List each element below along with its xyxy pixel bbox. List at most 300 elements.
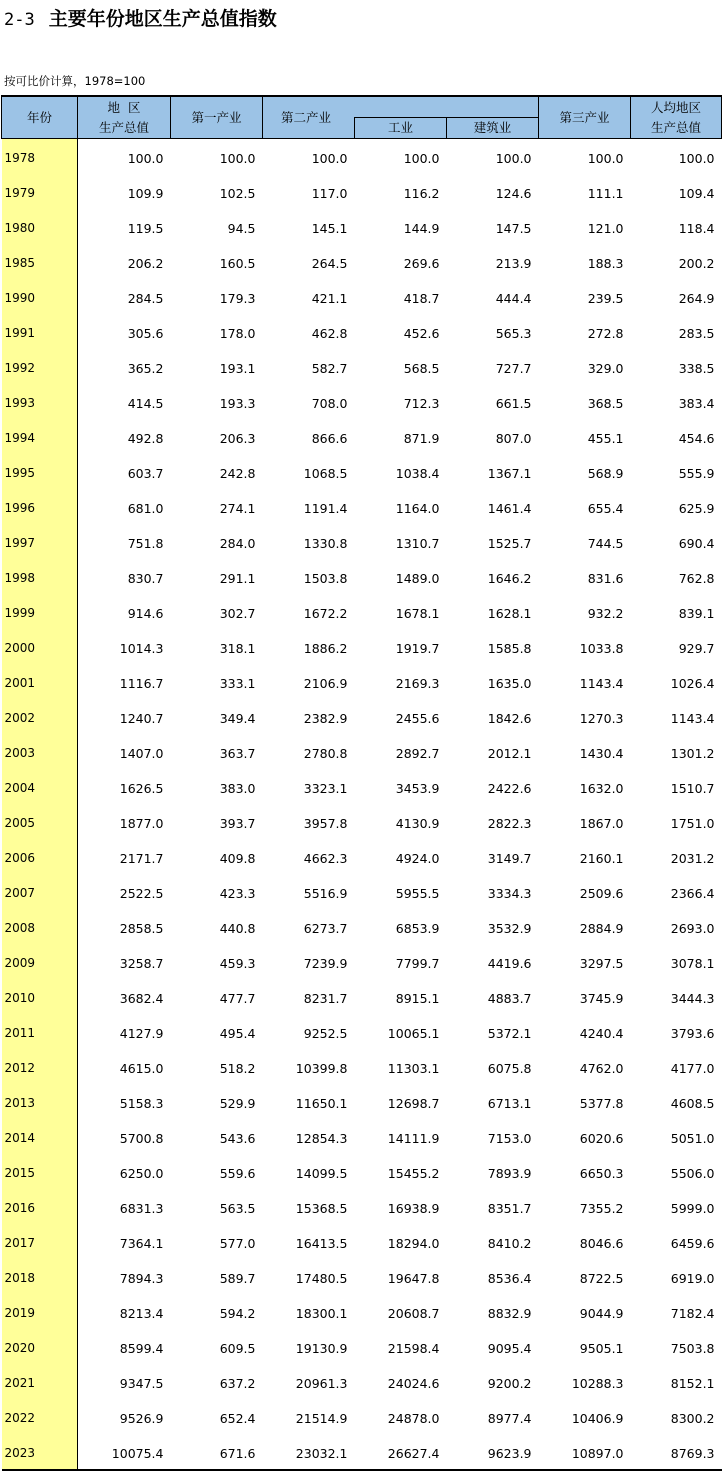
cell-secondary: 21514.9 bbox=[295, 1410, 348, 1426]
table-row bbox=[2, 1084, 722, 1119]
cell-tertiary: 100.0 bbox=[587, 150, 624, 166]
cell-secondary: 6273.7 bbox=[303, 920, 348, 936]
cell-secondary: 1191.4 bbox=[303, 500, 348, 516]
cell-secondary: 1068.5 bbox=[303, 465, 348, 481]
cell-tertiary: 2160.1 bbox=[579, 850, 624, 866]
cell-construction: 8536.4 bbox=[487, 1270, 532, 1286]
cell-year: 2007 bbox=[2, 874, 78, 909]
cell-year: 2012 bbox=[2, 1049, 78, 1084]
cell-gdp: 3258.7 bbox=[119, 955, 164, 971]
cell-industry: 4130.9 bbox=[395, 815, 440, 831]
cell-year: 2018 bbox=[2, 1259, 78, 1294]
cell-per-capita: 8769.3 bbox=[631, 1434, 722, 1470]
data-table-container bbox=[1, 95, 721, 1471]
cell-year: 2004 bbox=[2, 769, 78, 804]
cell-construction: 4883.7 bbox=[487, 990, 532, 1006]
cell-gdp: 100.0 bbox=[127, 150, 164, 166]
cell-secondary: 708.0 bbox=[311, 395, 348, 411]
cell-tertiary: 932.2 bbox=[587, 605, 624, 621]
cell-tertiary: 111.1 bbox=[587, 185, 624, 201]
cell-secondary: 10399.8 bbox=[295, 1060, 348, 1076]
cell-industry: 18294.0 bbox=[387, 1235, 440, 1251]
cell-construction: 2422.6 bbox=[487, 780, 532, 796]
cell-primary: 318.1 bbox=[219, 640, 256, 656]
cell-primary: 302.7 bbox=[219, 605, 256, 621]
table-row bbox=[2, 699, 722, 734]
cell-per-capita: 6459.6 bbox=[670, 1235, 715, 1251]
cell-year: 2006 bbox=[2, 839, 78, 874]
header-gdp bbox=[78, 96, 171, 139]
cell-construction: 9623.9 bbox=[447, 1434, 539, 1470]
cell-industry: 14111.9 bbox=[387, 1130, 440, 1146]
table-row bbox=[2, 384, 722, 419]
cell-construction: 3149.7 bbox=[487, 850, 532, 866]
cell-per-capita: 2031.2 bbox=[670, 850, 715, 866]
cell-secondary: 12854.3 bbox=[295, 1130, 348, 1146]
cell-gdp: 1116.7 bbox=[119, 675, 164, 691]
header-gdp-line1: 地 区 bbox=[107, 99, 141, 115]
cell-primary: 559.6 bbox=[219, 1165, 256, 1181]
cell-primary: 409.8 bbox=[219, 850, 256, 866]
table-row bbox=[2, 419, 722, 454]
cell-year: 1991 bbox=[2, 314, 78, 349]
cell-industry: 24024.6 bbox=[387, 1375, 440, 1391]
cell-construction: 4419.6 bbox=[487, 955, 532, 971]
cell-construction: 727.7 bbox=[495, 360, 532, 376]
cell-year: 2009 bbox=[2, 944, 78, 979]
cell-per-capita: 3444.3 bbox=[670, 990, 715, 1006]
cell-year: 2005 bbox=[2, 804, 78, 839]
cell-secondary: 264.5 bbox=[311, 255, 348, 271]
cell-year: 2023 bbox=[2, 1434, 78, 1470]
cell-per-capita: 8152.1 bbox=[670, 1375, 715, 1391]
table-row bbox=[2, 244, 722, 279]
cell-industry: 21598.4 bbox=[387, 1340, 440, 1356]
cell-secondary: 145.1 bbox=[311, 220, 348, 236]
cell-per-capita: 264.9 bbox=[678, 290, 715, 306]
cell-secondary: 1672.2 bbox=[303, 605, 348, 621]
cell-primary: 609.5 bbox=[219, 1340, 256, 1356]
cell-year: 2010 bbox=[2, 979, 78, 1014]
cell-construction: 8832.9 bbox=[487, 1305, 532, 1321]
cell-primary: 291.1 bbox=[219, 570, 256, 586]
cell-industry: 1310.7 bbox=[395, 535, 440, 551]
cell-year: 1992 bbox=[2, 349, 78, 384]
cell-gdp: 1877.0 bbox=[119, 815, 164, 831]
cell-gdp: 1407.0 bbox=[119, 745, 164, 761]
cell-industry: 16938.9 bbox=[387, 1200, 440, 1216]
cell-year: 2003 bbox=[2, 734, 78, 769]
table-row bbox=[2, 209, 722, 244]
cell-industry: 2892.7 bbox=[395, 745, 440, 761]
cell-tertiary: 2509.6 bbox=[579, 885, 624, 901]
header-gdp-line2: 生产总值 bbox=[98, 119, 149, 135]
cell-tertiary: 188.3 bbox=[587, 255, 624, 271]
table-row bbox=[2, 1154, 722, 1189]
table-row bbox=[2, 454, 722, 489]
cell-per-capita: 1143.4 bbox=[670, 710, 715, 726]
table-row bbox=[2, 349, 722, 384]
cell-primary: 459.3 bbox=[219, 955, 256, 971]
cell-industry: 3453.9 bbox=[395, 780, 440, 796]
cell-industry: 1038.4 bbox=[395, 465, 440, 481]
cell-tertiary: 329.0 bbox=[587, 360, 624, 376]
cell-gdp: 8599.4 bbox=[119, 1340, 164, 1356]
cell-primary: 333.1 bbox=[219, 675, 256, 691]
table-row bbox=[2, 1189, 722, 1224]
cell-industry: 116.2 bbox=[403, 185, 440, 201]
cell-secondary: 16413.5 bbox=[295, 1235, 348, 1251]
table-number: 2-3 bbox=[4, 10, 35, 30]
cell-tertiary: 8722.5 bbox=[579, 1270, 624, 1286]
cell-per-capita: 338.5 bbox=[678, 360, 715, 376]
cell-primary: 563.5 bbox=[219, 1200, 256, 1216]
header-construction: 建筑业 bbox=[447, 118, 539, 139]
cell-primary: 160.5 bbox=[219, 255, 256, 271]
cell-gdp: 414.5 bbox=[127, 395, 164, 411]
table-row bbox=[2, 279, 722, 314]
cell-construction: 2012.1 bbox=[487, 745, 532, 761]
cell-year: 1985 bbox=[2, 244, 78, 279]
cell-gdp: 2522.5 bbox=[119, 885, 164, 901]
cell-primary: 363.7 bbox=[219, 745, 256, 761]
cell-gdp: 2858.5 bbox=[119, 920, 164, 936]
cell-tertiary: 1270.3 bbox=[579, 710, 624, 726]
cell-secondary: 117.0 bbox=[311, 185, 348, 201]
cell-construction: 2822.3 bbox=[487, 815, 532, 831]
cell-tertiary: 239.5 bbox=[587, 290, 624, 306]
header-secondary: 第二产业 bbox=[263, 96, 355, 139]
table-row bbox=[2, 979, 722, 1014]
cell-tertiary: 5377.8 bbox=[579, 1095, 624, 1111]
cell-industry: 12698.7 bbox=[387, 1095, 440, 1111]
cell-year: 2001 bbox=[2, 664, 78, 699]
cell-primary: 594.2 bbox=[219, 1305, 256, 1321]
cell-year: 2017 bbox=[2, 1224, 78, 1259]
cell-primary: 637.2 bbox=[219, 1375, 256, 1391]
cell-industry: 19647.8 bbox=[387, 1270, 440, 1286]
cell-year: 1978 bbox=[2, 139, 78, 175]
cell-tertiary: 1632.0 bbox=[579, 780, 624, 796]
cell-construction: 5372.1 bbox=[487, 1025, 532, 1041]
cell-primary: 495.4 bbox=[219, 1025, 256, 1041]
header-percap-line1: 人均地区 bbox=[651, 99, 702, 115]
cell-year: 2015 bbox=[2, 1154, 78, 1189]
cell-industry: 11303.1 bbox=[387, 1060, 440, 1076]
cell-primary: 543.6 bbox=[219, 1130, 256, 1146]
cell-gdp: 4615.0 bbox=[119, 1060, 164, 1076]
table-row bbox=[2, 1329, 722, 1364]
cell-gdp: 6250.0 bbox=[119, 1165, 164, 1181]
cell-construction: 7893.9 bbox=[487, 1165, 532, 1181]
cell-tertiary: 455.1 bbox=[587, 430, 624, 446]
table-row bbox=[2, 314, 722, 349]
cell-industry: 24878.0 bbox=[387, 1410, 440, 1426]
table-row bbox=[2, 1119, 722, 1154]
cell-tertiary: 568.9 bbox=[587, 465, 624, 481]
cell-gdp: 914.6 bbox=[127, 605, 164, 621]
table-row bbox=[2, 769, 722, 804]
cell-per-capita: 1026.4 bbox=[670, 675, 715, 691]
cell-gdp: 6831.3 bbox=[119, 1200, 164, 1216]
cell-industry: 1489.0 bbox=[395, 570, 440, 586]
cell-year: 2020 bbox=[2, 1329, 78, 1364]
cell-tertiary: 121.0 bbox=[587, 220, 624, 236]
cell-secondary: 421.1 bbox=[311, 290, 348, 306]
cell-industry: 1164.0 bbox=[395, 500, 440, 516]
header-percap bbox=[631, 96, 722, 139]
cell-industry: 452.6 bbox=[403, 325, 440, 341]
table-row bbox=[2, 1364, 722, 1399]
cell-per-capita: 4608.5 bbox=[670, 1095, 715, 1111]
cell-industry: 20608.7 bbox=[387, 1305, 440, 1321]
cell-per-capita: 8300.2 bbox=[670, 1410, 715, 1426]
cell-per-capita: 2366.4 bbox=[670, 885, 715, 901]
cell-secondary: 5516.9 bbox=[303, 885, 348, 901]
cell-industry: 1919.7 bbox=[395, 640, 440, 656]
cell-secondary: 14099.5 bbox=[295, 1165, 348, 1181]
cell-primary: 423.3 bbox=[219, 885, 256, 901]
cell-year: 1999 bbox=[2, 594, 78, 629]
cell-year: 2022 bbox=[2, 1399, 78, 1434]
cell-per-capita: 118.4 bbox=[678, 220, 715, 236]
cell-primary: 577.0 bbox=[219, 1235, 256, 1251]
cell-construction: 807.0 bbox=[495, 430, 532, 446]
cell-construction: 3334.3 bbox=[487, 885, 532, 901]
cell-construction: 1585.8 bbox=[487, 640, 532, 656]
cell-construction: 3532.9 bbox=[487, 920, 532, 936]
table-title: 主要年份地区生产总值指数 bbox=[48, 8, 277, 30]
cell-tertiary: 6650.3 bbox=[579, 1165, 624, 1181]
cell-year: 1979 bbox=[2, 174, 78, 209]
cell-construction: 1525.7 bbox=[487, 535, 532, 551]
table-row bbox=[2, 874, 722, 909]
cell-per-capita: 1510.7 bbox=[670, 780, 715, 796]
cell-secondary: 8231.7 bbox=[303, 990, 348, 1006]
cell-industry: 871.9 bbox=[403, 430, 440, 446]
cell-year: 2021 bbox=[2, 1364, 78, 1399]
cell-gdp: 8213.4 bbox=[119, 1305, 164, 1321]
cell-per-capita: 839.1 bbox=[678, 605, 715, 621]
cell-gdp: 365.2 bbox=[127, 360, 164, 376]
cell-tertiary: 6020.6 bbox=[579, 1130, 624, 1146]
cell-gdp: 5158.3 bbox=[119, 1095, 164, 1111]
cell-construction: 8977.4 bbox=[487, 1410, 532, 1426]
cell-construction: 9095.4 bbox=[487, 1340, 532, 1356]
cell-per-capita: 7503.8 bbox=[670, 1340, 715, 1356]
cell-industry: 2455.6 bbox=[395, 710, 440, 726]
cell-industry: 4924.0 bbox=[395, 850, 440, 866]
cell-industry: 2169.3 bbox=[395, 675, 440, 691]
cell-secondary: 2780.8 bbox=[303, 745, 348, 761]
cell-per-capita: 283.5 bbox=[678, 325, 715, 341]
cell-gdp: 681.0 bbox=[127, 500, 164, 516]
cell-gdp: 830.7 bbox=[127, 570, 164, 586]
cell-secondary: 1330.8 bbox=[303, 535, 348, 551]
cell-tertiary: 744.5 bbox=[587, 535, 624, 551]
cell-primary: 349.4 bbox=[219, 710, 256, 726]
cell-industry: 7799.7 bbox=[395, 955, 440, 971]
cell-gdp: 1626.5 bbox=[119, 780, 164, 796]
cell-industry: 418.7 bbox=[403, 290, 440, 306]
cell-construction: 565.3 bbox=[495, 325, 532, 341]
cell-primary: 274.1 bbox=[219, 500, 256, 516]
cell-gdp: 5700.8 bbox=[119, 1130, 164, 1146]
cell-primary: 440.8 bbox=[219, 920, 256, 936]
table-body bbox=[2, 139, 722, 1471]
cell-per-capita: 5051.0 bbox=[670, 1130, 715, 1146]
cell-tertiary: 1033.8 bbox=[579, 640, 624, 656]
cell-year: 2000 bbox=[2, 629, 78, 664]
cell-secondary: 866.6 bbox=[311, 430, 348, 446]
cell-per-capita: 1751.0 bbox=[670, 815, 715, 831]
cell-industry: 1678.1 bbox=[395, 605, 440, 621]
header-industry: 工业 bbox=[355, 118, 447, 139]
cell-year: 2019 bbox=[2, 1294, 78, 1329]
cell-gdp: 4127.9 bbox=[119, 1025, 164, 1041]
cell-gdp: 492.8 bbox=[127, 430, 164, 446]
cell-year: 1995 bbox=[2, 454, 78, 489]
cell-construction: 1646.2 bbox=[487, 570, 532, 586]
cell-tertiary: 10897.0 bbox=[539, 1434, 631, 1470]
cell-secondary: 20961.3 bbox=[295, 1375, 348, 1391]
cell-tertiary: 4762.0 bbox=[579, 1060, 624, 1076]
table-row bbox=[2, 559, 722, 594]
cell-primary: 179.3 bbox=[219, 290, 256, 306]
cell-primary: 178.0 bbox=[219, 325, 256, 341]
cell-industry: 8915.1 bbox=[395, 990, 440, 1006]
table-row bbox=[2, 909, 722, 944]
cell-construction: 213.9 bbox=[495, 255, 532, 271]
cell-gdp: 284.5 bbox=[127, 290, 164, 306]
cell-per-capita: 100.0 bbox=[678, 150, 715, 166]
cell-per-capita: 3793.6 bbox=[670, 1025, 715, 1041]
cell-secondary: 3323.1 bbox=[303, 780, 348, 796]
cell-year: 1994 bbox=[2, 419, 78, 454]
cell-industry: 26627.4 bbox=[355, 1434, 447, 1470]
cell-secondary: 2382.9 bbox=[303, 710, 348, 726]
cell-gdp: 751.8 bbox=[127, 535, 164, 551]
cell-primary: 652.4 bbox=[219, 1410, 256, 1426]
cell-tertiary: 1143.4 bbox=[579, 675, 624, 691]
cell-secondary: 19130.9 bbox=[295, 1340, 348, 1356]
table-row bbox=[2, 1049, 722, 1084]
cell-construction: 6713.1 bbox=[487, 1095, 532, 1111]
header-percap-line2: 生产总值 bbox=[651, 119, 702, 135]
cell-secondary: 2106.9 bbox=[303, 675, 348, 691]
table-row bbox=[2, 804, 722, 839]
header-primary: 第一产业 bbox=[171, 96, 263, 139]
cell-per-capita: 4177.0 bbox=[670, 1060, 715, 1076]
cell-year: 1997 bbox=[2, 524, 78, 559]
cell-tertiary: 8046.6 bbox=[579, 1235, 624, 1251]
cell-primary: 284.0 bbox=[219, 535, 256, 551]
cell-secondary: 4662.3 bbox=[303, 850, 348, 866]
cell-year: 1990 bbox=[2, 279, 78, 314]
cell-industry: 15455.2 bbox=[387, 1165, 440, 1181]
cell-construction: 1842.6 bbox=[487, 710, 532, 726]
cell-per-capita: 625.9 bbox=[678, 500, 715, 516]
cell-tertiary: 3297.5 bbox=[579, 955, 624, 971]
cell-gdp: 109.9 bbox=[127, 185, 164, 201]
cell-construction: 147.5 bbox=[495, 220, 532, 236]
header-year: 年份 bbox=[2, 96, 78, 139]
table-row bbox=[2, 1224, 722, 1259]
cell-secondary: 1886.2 bbox=[303, 640, 348, 656]
header-secondary-span bbox=[355, 96, 539, 118]
cell-primary: 193.3 bbox=[219, 395, 256, 411]
cell-gdp: 7894.3 bbox=[119, 1270, 164, 1286]
cell-per-capita: 1301.2 bbox=[670, 745, 715, 761]
cell-year: 1993 bbox=[2, 384, 78, 419]
cell-per-capita: 6919.0 bbox=[670, 1270, 715, 1286]
cell-year: 2016 bbox=[2, 1189, 78, 1224]
cell-secondary: 23032.1 bbox=[263, 1434, 355, 1470]
cell-construction: 1461.4 bbox=[487, 500, 532, 516]
cell-secondary: 582.7 bbox=[311, 360, 348, 376]
cell-primary: 477.7 bbox=[219, 990, 256, 1006]
cell-tertiary: 3745.9 bbox=[579, 990, 624, 1006]
cell-primary: 102.5 bbox=[219, 185, 256, 201]
cell-gdp: 119.5 bbox=[127, 220, 164, 236]
cell-industry: 568.5 bbox=[403, 360, 440, 376]
cell-gdp: 3682.4 bbox=[119, 990, 164, 1006]
cell-tertiary: 7355.2 bbox=[579, 1200, 624, 1216]
cell-primary: 100.0 bbox=[219, 150, 256, 166]
cell-construction: 7153.0 bbox=[487, 1130, 532, 1146]
cell-per-capita: 109.4 bbox=[678, 185, 715, 201]
cell-gdp: 1240.7 bbox=[119, 710, 164, 726]
cell-per-capita: 762.8 bbox=[678, 570, 715, 586]
table-row bbox=[2, 1294, 722, 1329]
cell-secondary: 15368.5 bbox=[295, 1200, 348, 1216]
cell-construction: 444.4 bbox=[495, 290, 532, 306]
page-title bbox=[4, 6, 277, 32]
table-row bbox=[2, 594, 722, 629]
header-tertiary: 第三产业 bbox=[539, 96, 631, 139]
table-row bbox=[2, 944, 722, 979]
cell-tertiary: 368.5 bbox=[587, 395, 624, 411]
cell-tertiary: 9505.1 bbox=[579, 1340, 624, 1356]
cell-secondary: 17480.5 bbox=[295, 1270, 348, 1286]
table-row bbox=[2, 489, 722, 524]
cell-tertiary: 10288.3 bbox=[571, 1375, 624, 1391]
cell-year: 2013 bbox=[2, 1084, 78, 1119]
cell-tertiary: 655.4 bbox=[587, 500, 624, 516]
gdp-index-table bbox=[1, 95, 722, 1471]
cell-per-capita: 383.4 bbox=[678, 395, 715, 411]
cell-construction: 1635.0 bbox=[487, 675, 532, 691]
cell-primary: 94.5 bbox=[227, 220, 256, 236]
table-row bbox=[2, 664, 722, 699]
cell-tertiary: 9044.9 bbox=[579, 1305, 624, 1321]
table-row bbox=[2, 1399, 722, 1434]
cell-year: 2008 bbox=[2, 909, 78, 944]
cell-secondary: 1503.8 bbox=[303, 570, 348, 586]
cell-industry: 5955.5 bbox=[395, 885, 440, 901]
cell-construction: 8410.2 bbox=[487, 1235, 532, 1251]
cell-construction: 1367.1 bbox=[487, 465, 532, 481]
cell-year: 1998 bbox=[2, 559, 78, 594]
cell-secondary: 7239.9 bbox=[303, 955, 348, 971]
cell-year: 2002 bbox=[2, 699, 78, 734]
cell-construction: 6075.8 bbox=[487, 1060, 532, 1076]
table-row bbox=[2, 139, 722, 175]
table-row bbox=[2, 1434, 722, 1470]
cell-tertiary: 2884.9 bbox=[579, 920, 624, 936]
cell-construction: 124.6 bbox=[495, 185, 532, 201]
cell-primary: 383.0 bbox=[219, 780, 256, 796]
